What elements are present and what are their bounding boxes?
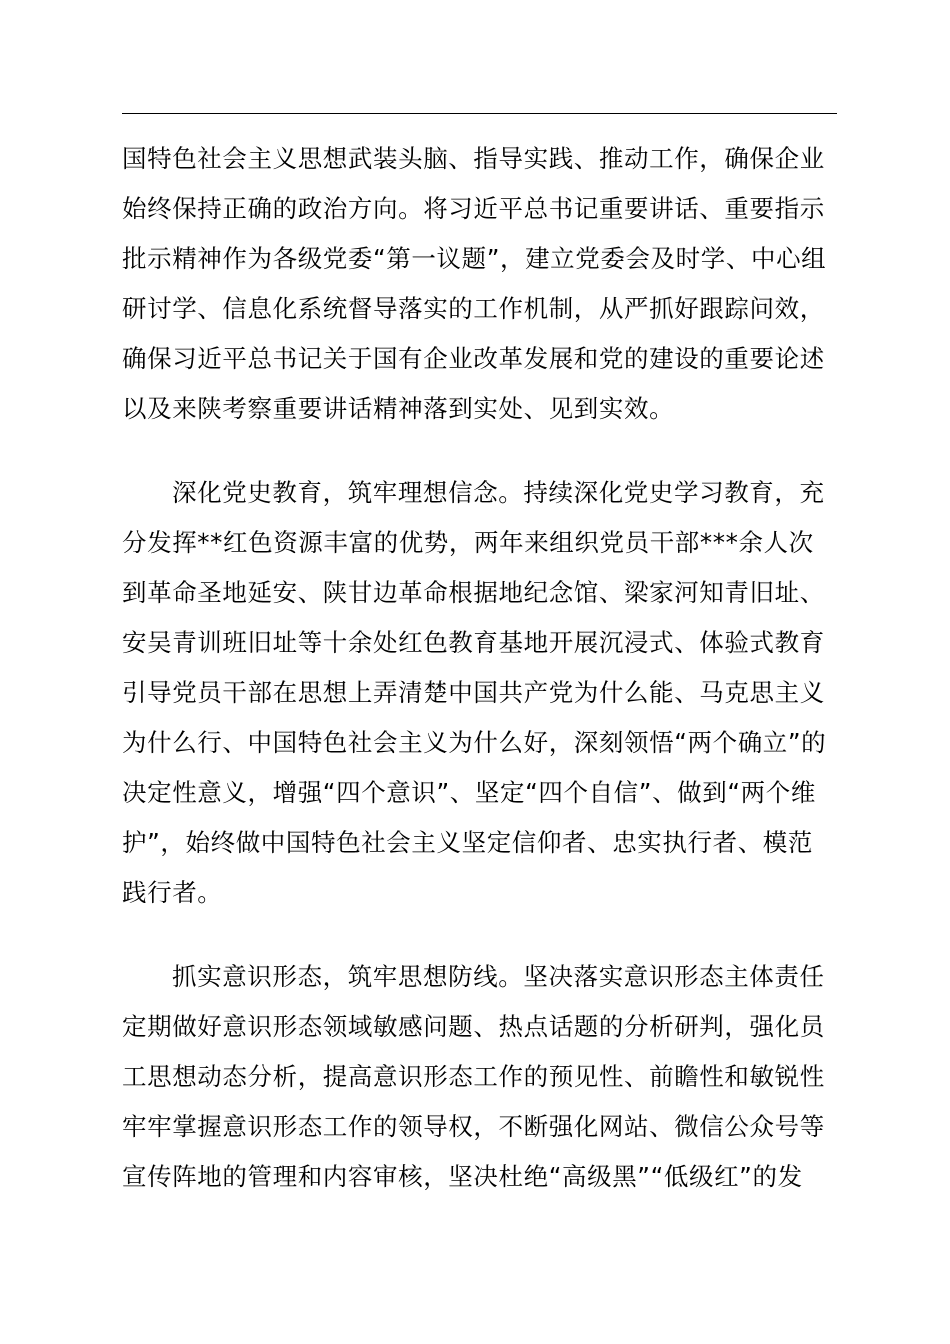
text-line: 定期做好意识形态领域敏感问题、热点话题的分析研判，强化员: [122, 1012, 825, 1041]
text-line: 深化党史教育，筑牢理想信念。持续深化党史学习教育，充: [172, 478, 825, 507]
paragraph-2: [122, 468, 838, 918]
text-line: 始终保持正确的政治方向。将习近平总书记重要讲话、重要指示: [122, 194, 825, 223]
text-line: 以及来陕考察重要讲话精神落到实处、见到实效。: [122, 394, 675, 423]
header-rule: [122, 113, 837, 114]
text-line: 分发挥**红色资源丰富的优势，两年来组织党员干部***余人次: [122, 528, 814, 557]
paragraph-1: [122, 134, 838, 434]
text-line: 引导党员干部在思想上弄清楚中国共产党为什么能、马克思主义: [122, 678, 825, 707]
text-line: 确保习近平总书记关于国有企业改革发展和党的建设的重要论述: [122, 344, 825, 373]
text-line: 到革命圣地延安、陕甘边革命根据地纪念馆、梁家河知青旧址、: [122, 578, 825, 607]
text-line: 国特色社会主义思想武装头脑、指导实践、推动工作，确保企业: [122, 144, 825, 173]
text-line: 为什么行、中国特色社会主义为什么好，深刻领悟“两个确立”的: [122, 728, 827, 757]
text-line: 研讨学、信息化系统督导落实的工作机制，从严抓好跟踪问效，: [122, 294, 825, 323]
text-line: 践行者。: [122, 878, 223, 907]
text-line: 宣传阵地的管理和内容审核，坚决杜绝“高级黑”“低级红”的发: [122, 1162, 803, 1191]
text-line: 安吴青训班旧址等十余处红色教育基地开展沉浸式、体验式教育: [122, 628, 825, 657]
text-line: 决定性意义，增强“四个意识”、坚定“四个自信”、做到“两个维: [122, 778, 816, 807]
text-line: 工思想动态分析，提高意识形态工作的预见性、前瞻性和敏锐性: [122, 1062, 825, 1091]
text-line: 抓实意识形态，筑牢思想防线。坚决落实意识形态主体责任: [172, 962, 825, 991]
text-line: 牢牢掌握意识形态工作的领导权，不断强化网站、微信公众号等: [122, 1112, 825, 1141]
document-body: [122, 134, 838, 1202]
paragraph-3: [122, 952, 838, 1202]
text-line: 护”，始终做中国特色社会主义坚定信仰者、忠实执行者、模范: [122, 828, 813, 857]
text-line: 批示精神作为各级党委“第一议题”，建立党委会及时学、中心组: [122, 244, 827, 273]
